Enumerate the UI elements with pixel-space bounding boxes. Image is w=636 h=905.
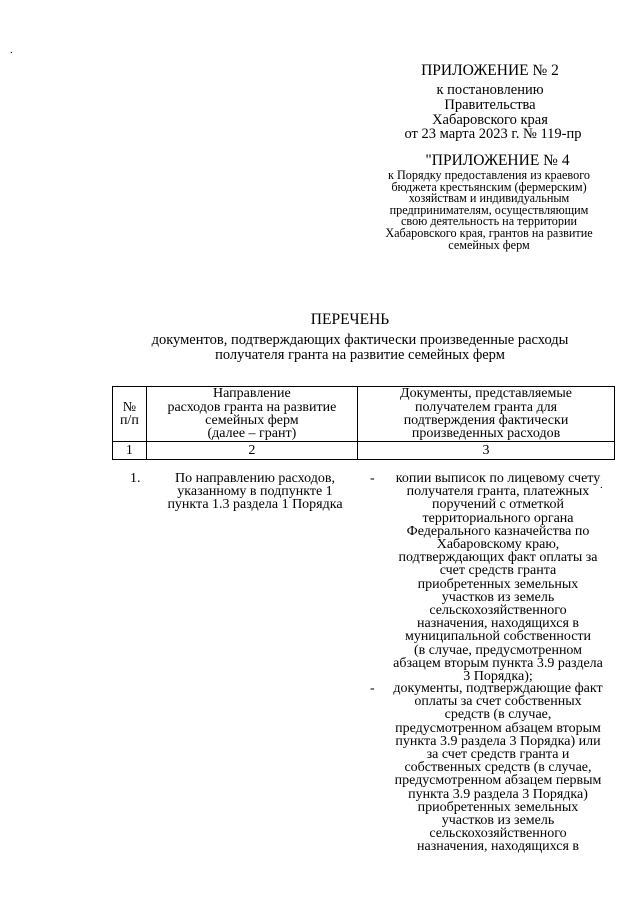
header-text: расходов гранта на развитие: [167, 399, 337, 415]
document-line: поручений с отметкой: [432, 497, 564, 513]
document-subtitle-line: документов, подтверждающих фактически произведенные расходы: [151, 332, 569, 348]
header-cell-documents: [358, 387, 615, 442]
header-text: Документы, представляемые: [400, 386, 572, 402]
margin-mark-left: .: [10, 44, 13, 56]
appendix4-line: бюджета крестьянским (фермерским): [391, 179, 587, 194]
document-line: участков из земель: [441, 589, 555, 605]
document-line: абзацем вторым пункта 3.9 раздела: [393, 655, 603, 671]
table-header-row: [113, 387, 615, 442]
document-subtitle-line: получателя гранта на развитие семейных ферм: [215, 346, 505, 363]
list-dash: -: [370, 471, 375, 486]
document-item-text: [381, 682, 615, 854]
document-line: (в случае, предусмотренном: [413, 642, 583, 658]
document-line: средств (в случае,: [444, 707, 552, 723]
document-subtitle: [130, 333, 590, 362]
appendix-line: Правительства: [444, 97, 536, 113]
appendix4-line: свою деятельность на территории: [401, 214, 577, 229]
appendix-line: к постановлению: [436, 82, 544, 98]
header-text: семейных ферм: [205, 413, 299, 428]
appendix4-description: [372, 170, 606, 251]
document-line: пункта 3.9 раздела 3 Порядка) или: [395, 733, 601, 749]
document-line: назначения, находящихся в: [416, 616, 580, 632]
document-line: пункта 3.9 раздела 3 Порядка): [408, 786, 588, 802]
document-title: ПЕРЕЧЕНЬ: [310, 311, 390, 328]
document-line: за счет средств гранта и: [426, 747, 570, 763]
documents-table: [112, 386, 615, 460]
row-direction-line: указанному в подпункте 1: [177, 484, 333, 499]
row-number: 1.: [130, 471, 141, 486]
document-line: приобретенных земельных: [417, 576, 579, 592]
document-line: территориального органа: [422, 510, 574, 526]
appendix4-line: семейных ферм: [448, 237, 530, 252]
document-line: оплаты за счет собственных: [414, 694, 582, 710]
document-list-item: [370, 472, 615, 683]
document-line: собственных средств (в случае,: [404, 760, 592, 776]
table-column-numbers-row: [113, 442, 615, 460]
document-line: приобретенных земельных: [417, 799, 579, 815]
document-line: муниципальной собственности: [404, 629, 592, 645]
column-number-cell: 2: [146, 442, 357, 460]
document-line: участков из земель: [441, 813, 555, 829]
document-line: подтверждающих факт оплаты за: [398, 550, 598, 566]
header-text: (далее – грант): [207, 426, 297, 442]
appendix4-line: к Порядку предоставления из краевого: [388, 168, 590, 182]
document-line: 3 Порядка);: [463, 669, 533, 685]
row-direction: [155, 472, 355, 511]
document-line: Федерального казначейства по: [406, 523, 590, 539]
document-line: назначения, находящихся в: [416, 839, 580, 855]
header-text: подтверждения фактически: [403, 413, 569, 428]
appendix-title: ПРИЛОЖЕНИЕ № 2: [421, 62, 559, 79]
appendix4-line: хозяйствам и индивидуальным: [408, 191, 570, 206]
header-text: №: [122, 399, 137, 415]
appendix-line: Хабаровского края: [432, 112, 548, 128]
header-text: п/п: [119, 413, 139, 428]
document-list-item: [370, 682, 615, 854]
row-direction-line: пункта 1.3 раздела 1 Порядка: [167, 497, 343, 512]
document-line: предусмотренном абзацем вторым: [395, 720, 601, 736]
header-text: произведенных расходов: [411, 426, 561, 442]
header-text: Направление: [213, 386, 291, 402]
margin-mark-right: .: [600, 479, 603, 491]
list-dash: -: [370, 681, 375, 696]
header-cell-number: [113, 387, 147, 442]
appendix-date: от 23 марта 2023 г. № 119-пр: [404, 126, 582, 142]
document-line: копии выписок по лицевому счету: [395, 471, 601, 486]
document-line: Хабаровскому краю,: [436, 537, 560, 553]
document-line: предусмотренном абзацем первым: [394, 773, 602, 789]
document-line: документы, подтверждающие факт: [393, 681, 603, 696]
document-line: сельскохозяйственного: [429, 603, 567, 619]
document-line: получателя гранта, платежных: [406, 484, 590, 500]
document-line: сельскохозяйственного: [429, 826, 567, 842]
header-cell-direction: [146, 387, 357, 442]
header-text: получателем гранта для: [414, 399, 558, 415]
appendix4-line: предпринимателям, осуществляющим: [389, 202, 589, 217]
appendix4-line: Хабаровского края, грантов на развитие: [385, 225, 593, 240]
appendix4-title: "ПРИЛОЖЕНИЕ № 4: [425, 152, 570, 169]
document-line: счет средств гранта: [439, 563, 557, 579]
column-number-cell: 3: [358, 442, 615, 460]
row-direction-line: По направлению расходов,: [175, 471, 335, 486]
column-number-cell: 1: [113, 442, 147, 460]
appendix-reference: [380, 83, 600, 128]
document-item-text: [381, 472, 615, 683]
